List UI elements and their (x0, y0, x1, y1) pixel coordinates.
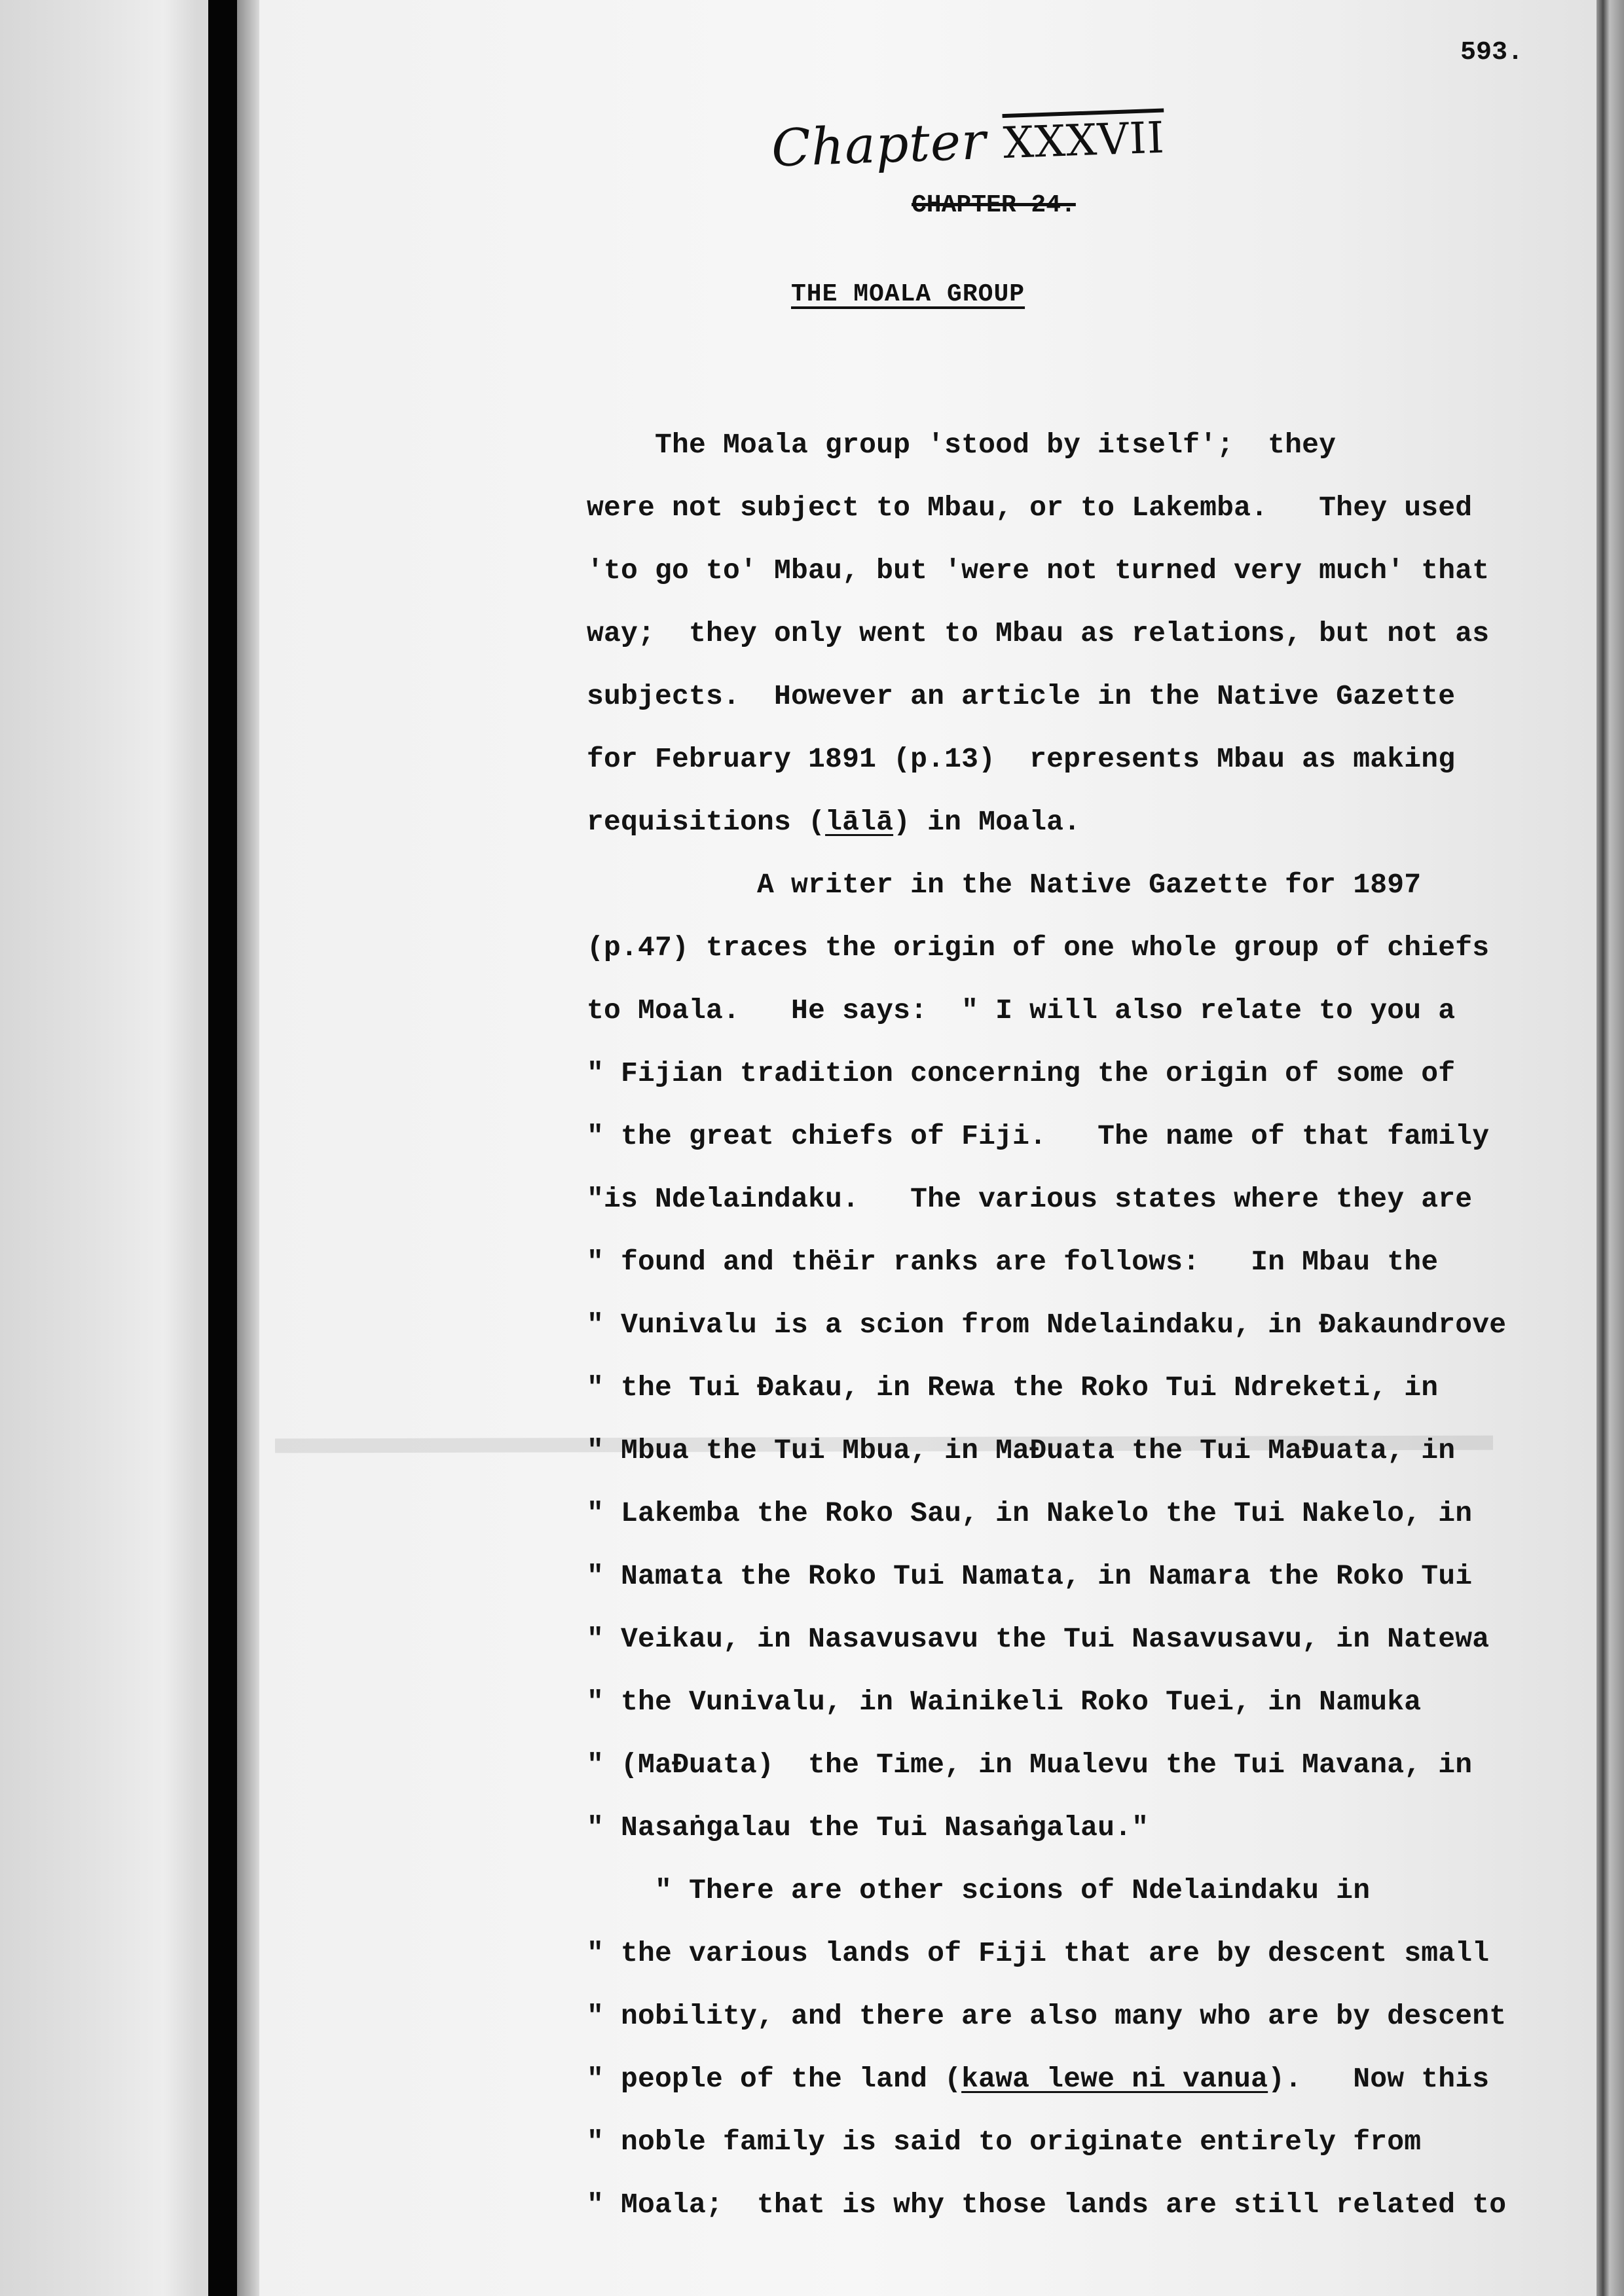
text-line: " Fijian tradition concerning the origin of some of (587, 1057, 1456, 1089)
text-line: " Mbua the Tui Mbua, in MaÐuata the Tui MaÐuata, in (587, 1434, 1456, 1467)
text-line: " Namata the Roko Tui Namata, in Namara the Roko Tui (587, 1560, 1473, 1592)
page-number: 593. (1460, 38, 1524, 67)
text-segment: ). Now this (1268, 2063, 1490, 2095)
text-line: A writer in the Native Gazette for 1897 (587, 869, 1422, 901)
text-line: " the various lands of Fiji that are by descent small (587, 1937, 1490, 1969)
text-line (587, 2048, 1576, 2111)
body-text (587, 414, 1576, 2236)
text-line: way; they only went to Mbau as relations, but not as (587, 617, 1490, 649)
gutter-shadow (237, 0, 259, 2296)
text-line: " Vunivalu is a scion from Ndelaindaku, in Ðakaundrove (587, 1309, 1507, 1341)
text-line: " There are other scions of Ndelaindaku in (587, 1874, 1371, 1906)
text-line: 'to go to' Mbau, but 'were not turned very much' that (587, 555, 1490, 587)
text-line: " Nasaṅgalau the Tui Nasaṅgalau." (587, 1812, 1149, 1844)
underlined-term: lālā (825, 806, 894, 838)
text-line: " Veikau, in Nasavusavu the Tui Nasavusavu, in Natewa (587, 1623, 1490, 1655)
text-line: to Moala. He says: " I will also relate to you a (587, 994, 1456, 1027)
text-line: " the great chiefs of Fiji. The name of that family (587, 1120, 1490, 1152)
text-line: " the Vunivalu, in Wainikeli Roko Tuei, in Namuka (587, 1686, 1422, 1718)
text-segment: requisitions ( (587, 806, 826, 838)
text-line: " nobility, and there are also many who are by descent (587, 2000, 1507, 2032)
text-line: " found and thëir ranks are follows: In Mbau the (587, 1246, 1439, 1278)
text-line: The Moala group 'stood by itself'; they (587, 429, 1337, 461)
page-edge (1596, 0, 1624, 2296)
text-line: " Lakemba the Roko Sau, in Nakelo the Tui Nakelo, in (587, 1497, 1473, 1529)
text-line: subjects. However an article in the Native Gazette (587, 680, 1456, 712)
text-line: " the Tui Ðakau, in Rewa the Roko Tui Ndreketi, in (587, 1372, 1439, 1404)
text-line: were not subject to Mbau, or to Lakemba. They used (587, 492, 1473, 524)
underlined-term: kawa lewe ni vanua (961, 2063, 1268, 2095)
text-line: "is Ndelaindaku. The various states where they are (587, 1183, 1473, 1215)
handwritten-chapter-word: Chapter (770, 112, 987, 179)
section-title: THE MOALA GROUP (791, 280, 1025, 308)
text-line (587, 791, 1576, 854)
text-line: " noble family is said to originate entirely from (587, 2126, 1422, 2158)
text-line: (p.47) traces the origin of one whole group of chiefs (587, 932, 1490, 964)
text-segment: ) in Moala. (893, 806, 1081, 838)
struck-chapter-heading: CHAPTER 24. (912, 191, 1076, 219)
text-segment: " people of the land ( (587, 2063, 962, 2095)
handwritten-chapter-numeral: XXXVII (1002, 112, 1166, 169)
text-line: " Moala; that is why those lands are still related to (587, 2189, 1507, 2221)
text-line: for February 1891 (p.13) represents Mbau as making (587, 743, 1456, 775)
binding-edge (208, 0, 237, 2296)
text-line: " (MaÐuata) the Time, in Mualevu the Tui Mavana, in (587, 1749, 1473, 1781)
